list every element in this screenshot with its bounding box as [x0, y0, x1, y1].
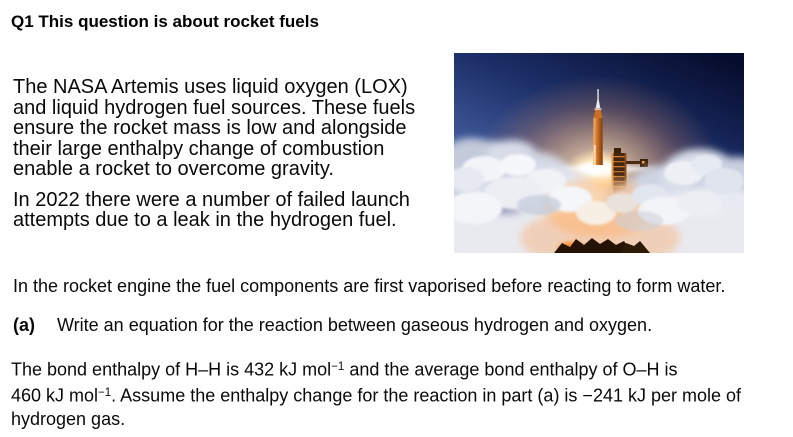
rocket-launch-illustration	[454, 53, 744, 253]
part-a-label: (a)	[13, 315, 35, 335]
superscript-exponent: −1	[331, 361, 345, 373]
intro-paragraph-1: The NASA Artemis uses liquid oxygen (LOX) and liquid hydrogen fuel sources. These fuels ensure the rocket mass is low and alongside their large enthalpy change of combustion enable a rocket to overcome gravity.	[13, 76, 416, 180]
intro-paragraph-2: In 2022 there were a number of failed launch attempts due to a leak in the hydrogen fuel.	[13, 188, 410, 231]
part-a-text: Write an equation for the reaction between gaseous hydrogen and oxygen.	[57, 315, 653, 335]
vaporised-statement: In the rocket engine the fuel components are first vaporised before reacting to form water.	[13, 276, 726, 296]
bond-line-2: 460 kJ mol$^{-1}$. Assume the enthalpy change for the reaction in part (a) is −241 kJ per mole of	[11, 385, 742, 406]
intro-paragraphs	[13, 77, 455, 231]
question-title: Q1 This question is about rocket fuels	[11, 12, 319, 31]
bond-line-3: hydrogen gas.	[11, 409, 126, 429]
part-a-row	[13, 315, 652, 336]
bond-enthalpy-paragraph	[11, 356, 741, 432]
bond-line-1: The bond enthalpy of H–H is 432 kJ mol$^{-1}$ and the average bond enthalpy of O–H is	[11, 359, 678, 380]
rocket-launch-image	[454, 53, 744, 253]
superscript-exponent: −1	[98, 387, 112, 399]
